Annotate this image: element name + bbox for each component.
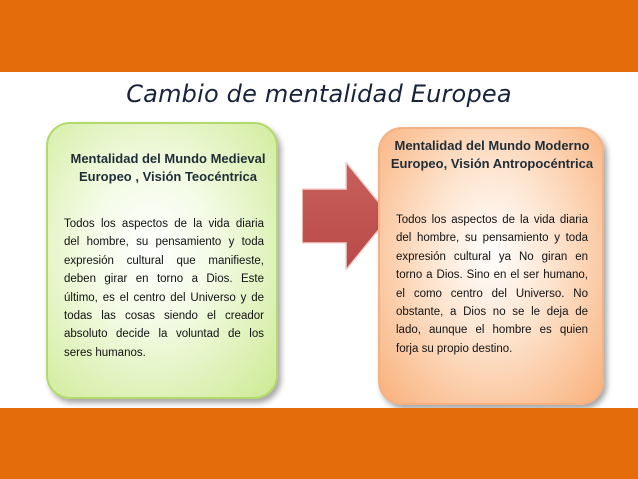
bottom-orange-band: [0, 408, 638, 479]
medieval-box-heading: Mentalidad del Mundo Medieval Europeo , Visión Teocéntrica: [70, 151, 266, 184]
medieval-box-text: Todos los aspectos de la vida diaria del hombre, su pensamiento y toda expresión cultural que manifieste, deben girar en torno a Dios. Este último, es el centro del Universo y de todas las cosas siendo el creador absoluto decide la voluntad de los seres humanos.: [64, 218, 264, 359]
modern-box-heading: Mentalidad del Mundo Moderno Europeo, Visión Antropocéntrica: [390, 138, 594, 171]
slide-title: Cambio de mentalidad Europea: [126, 80, 512, 108]
top-orange-band: [0, 0, 638, 72]
modern-box-text: Todos los aspectos de la vida diaria del hombre, su pensamiento y toda expresión cultural ya No giran en torno a Dios. Sino en el ser humano, el como centro del Universo. No obstante, a Dios no se le deja de lado, aunque el hombre es quien forja su propio destino.: [396, 214, 588, 355]
modern-mentality-box: [378, 127, 604, 405]
medieval-mentality-box: [46, 122, 278, 399]
right-arrow-icon: [302, 162, 390, 270]
